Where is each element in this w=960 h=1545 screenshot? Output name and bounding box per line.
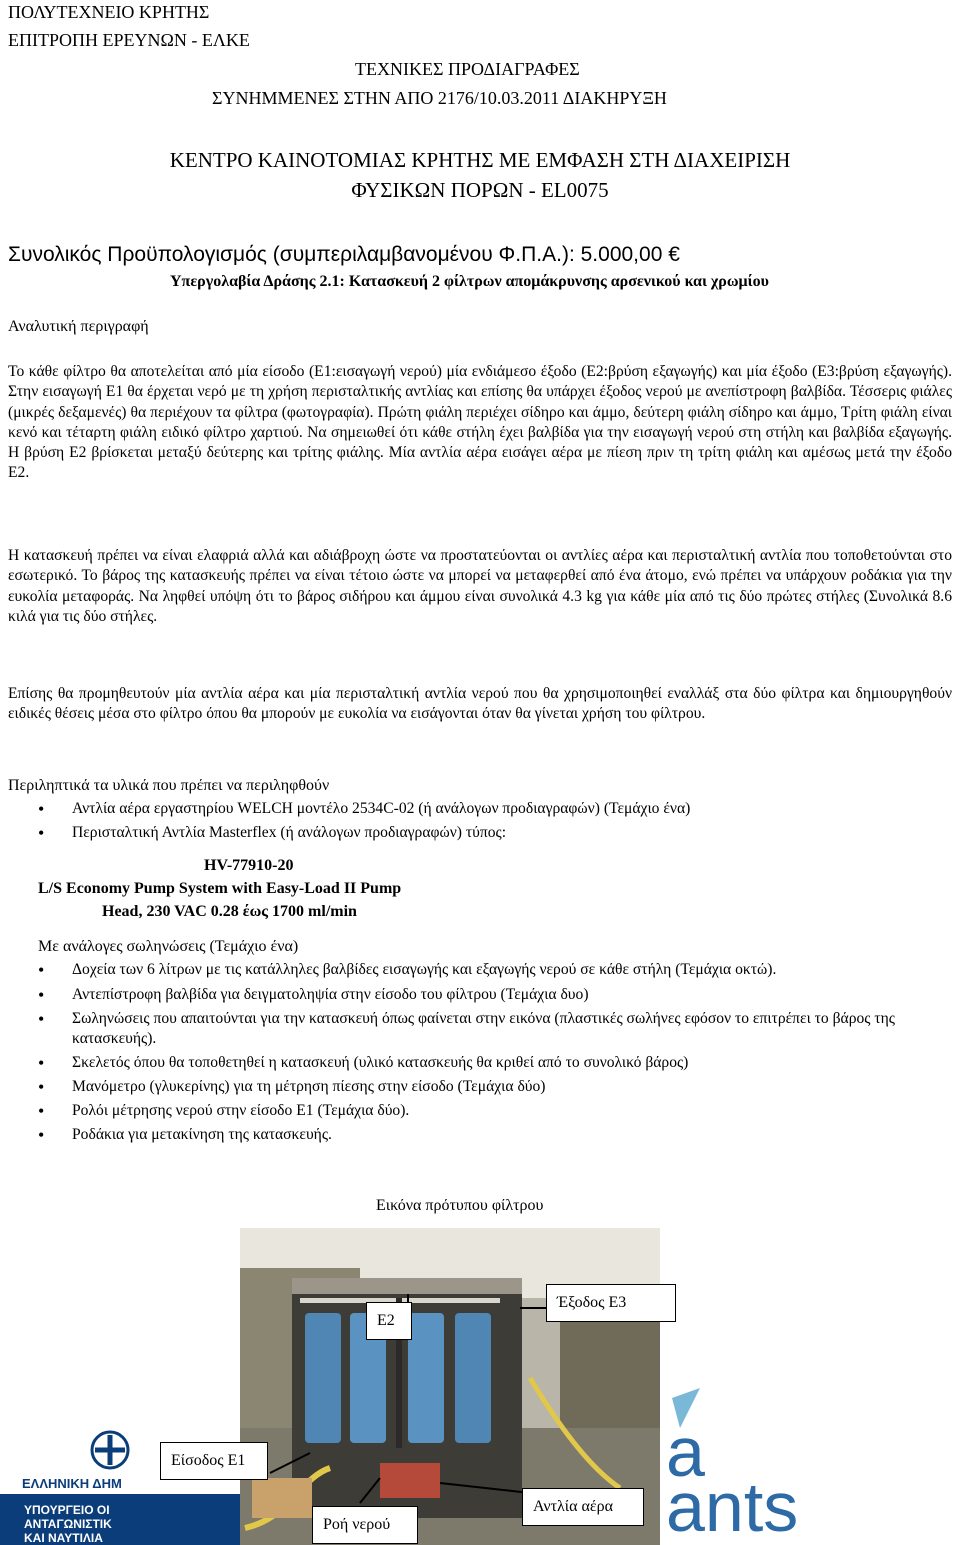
right-logo-a: a [666,1413,705,1491]
header-attachment: ΣΥΝΗΜΜΕΝΕΣ ΣΤΗΝ ΑΠΟ 2176/10.03.2011 ΔΙΑΚΗΡΥΞΗ [212,88,667,108]
header-committee: ΕΠΙΤΡΟΠΗ ΕΡΕΥΝΩΝ - ΕΛΚΕ [8,30,250,50]
header-specs: ΤΕΧΝΙΚΕΣ ΠΡΟΔΙΑΓΡΑΦΕΣ [355,59,580,79]
filter-photo-illustration [0,1228,960,1545]
list-item: • Σωληνώσεις που απαιτούνται για την κατασκευή όπως φαίνεται στην εικόνα (πλαστικές σωλήνες εφόσον το επιτρέπει το βάρος της κατασκευής). [0,1009,912,1049]
list-item: • Αντεπίστροφη βαλβίδα για δειγματοληψία στην είσοδο του φίλτρου (Τεμάχια δυο) [0,985,912,1005]
pump-model: HV-77910-20 [204,857,294,874]
materials-heading: Περιληπτικά τα υλικά που πρέπει να περιληφθούν [8,777,330,794]
pump-system: L/S Economy Pump System with Easy-Load II Pump [38,880,402,897]
title-line-1: ΚΕΝΤΡΟ ΚΑΙΝΟΤΟΜΙΑΣ ΚΡΗΤΗΣ ΜΕ ΕΜΦΑΣΗ ΣΤΗ ΔΙΑΧΕΙΡΙΣΗ [169,148,791,172]
label-e2: Ε2 [366,1302,412,1340]
label-e1: Είσοδος Ε1 [160,1442,268,1480]
materials-list-1 [0,799,950,843]
list-item: • Δοχεία των 6 λίτρων με τις κατάλληλες βαλβίδες εισαγωγής και εξαγωγής νερού σε κάθε στήλη (Τεμάχια οκτώ). [0,960,912,980]
label-air-pump: Αντλία αέρα [522,1488,644,1526]
pump-head: Head, 230 VAC 0.28 έως 1700 ml/min [102,903,357,920]
label-e3: Έξοδος Ε3 [546,1284,676,1322]
list-item: • Ρολόι μέτρησης νερού στην είσοδο Ε1 (Τεμάχια δύο). [0,1101,912,1121]
paragraph-procurement: Επίσης θα προμηθευτούν μία αντλία αέρα και μία περισταλτική αντλία νερού που θα χρησιμοποιηθεί εναλλάξ στα δύο φίλτρα και δημιουργηθούν ειδικές θέσεις μέσα στο φίλτρο όπου θα μπορούν με ευκολία να εισάγονται όταν θα γίνεται χρήση του φίλτρου. [8,685,952,723]
right-logo-ants: ants [666,1468,799,1545]
header-institution: ΠΟΛΥΤΕΧΝΕΙΟ ΚΡΗΤΗΣ [8,2,210,22]
section-heading: Αναλυτική περιγραφή [8,318,149,335]
label-water-flow: Ροή νερού [312,1506,418,1544]
left-logo-line-3: ΚΑΙ ΝΑΥΤΙΛΙΑ [24,1531,103,1545]
figure-caption: Εικόνα πρότυπου φίλτρου [376,1197,544,1214]
left-logo-line-1: ΥΠΟΥΡΓΕΙΟ ΟΙ [24,1503,110,1517]
list-item: • Περισταλτική Αντλία Masterflex (ή ανάλογων προδιαγραφών) τύπος: [0,823,950,843]
left-logo-top: ΕΛΛΗΝΙΚΗ ΔΗΜ [22,1476,122,1491]
paragraph-construction: Η κατασκευή πρέπει να είναι ελαφριά αλλά και αδιάβροχη ώστε να προστατεύονται οι αντλίες αέρα και περισταλτική αντλία που τοποθετούνται στο εσωτερικό. Το βάρος της κατασκευής πρέπει να είναι τέτοιο ώστε να μπορεί να μεταφερθεί από ένα άτομο, ενώ πρέπει να υπάρχουν ροδάκια για την ευκολία μεταφοράς. Να ληφθεί υπόψη ότι το βάρος σιδήρου και άμμου είναι συνολικά 4.3 kg για κάθε μία από τις δύο πρώτες στήλες (Συνολικά 8.6 κιλά για τις δύο στήλες. [8,547,952,625]
budget-total: Συνολικός Προϋπολογισμός (συμπεριλαμβανομένου Φ.Π.Α.): 5.000,00 € [8,243,680,266]
list-item: • Ροδάκια για μετακίνηση της κατασκευής. [0,1125,912,1145]
paragraph-description: Το κάθε φίλτρο θα αποτελείται από μία είσοδο (Ε1:εισαγωγή νερού) μία ενδιάμεσο έξοδο (Ε2:βρύση εξαγωγής) και μία έξοδο (Ε3:βρύση εξαγωγής). Στην εισαγωγή Ε1 θα έρχεται νερό με τη χρήση περισταλτικής αντλίας και επίσης θα υπάρχει έξοδος νερού με ανεπίστροφη βαλβίδα. Τέσσερις φιάλες (μικρές δεξαμενές) θα περιέχουν τα φίλτρα (φωτογραφία). Πρώτη φιάλη περιέχει σίδηρο και άμμο, δεύτερη φιάλη σίδηρο και άμμο, Τρίτη φιάλη είναι κενό και τέταρτη φιάλη ειδικό φίλτρο χαρτιού. Να σημειωθεί ότι κάθε στήλη έχει βαλβίδα για την εισαγωγή νερού στη στήλη και βαλβίδα εξαγωγής. Η βρύση Ε2 βρίσκεται μεταξύ δεύτερης και τρίτης φιάλης. Μία αντλία αέρα εισάγει αέρα με πίεση πριν τη τρίτη φιάλη και αμέσως μετά την έξοδο Ε2. [8,363,952,482]
list-item: • Σκελετός όπου θα τοποθετηθεί η κατασκευή (υλικό κατασκευής θα κριθεί από το συνολικό βάρος) [0,1053,912,1073]
title-line-2: ΦΥΣΙΚΩΝ ΠΟΡΩΝ - EL0075 [351,178,609,202]
filter-photo [0,1228,960,1545]
left-logo-line-2: ΑΝΤΑΓΩΝΙΣΤΙΚ [24,1517,112,1531]
materials-list-2 [0,960,912,1145]
hoses-note: Με ανάλογες σωληνώσεις (Τεμάχιο ένα) [38,938,299,955]
list-item: • Μανόμετρο (γλυκερίνης) για τη μέτρηση πίεσης στην είσοδο (Τεμάχια δύο) [0,1077,912,1097]
list-item: • Αντλία αέρα εργαστηρίου WELCH μοντέλο 2534C-02 (ή ανάλογων προδιαγραφών) (Τεμάχιο ένα) [0,799,950,819]
subproject-title: Υπεργολαβία Δράσης 2.1: Κατασκευή 2 φίλτρων απομάκρυνσης αρσενικού και χρωμίου [170,273,769,290]
